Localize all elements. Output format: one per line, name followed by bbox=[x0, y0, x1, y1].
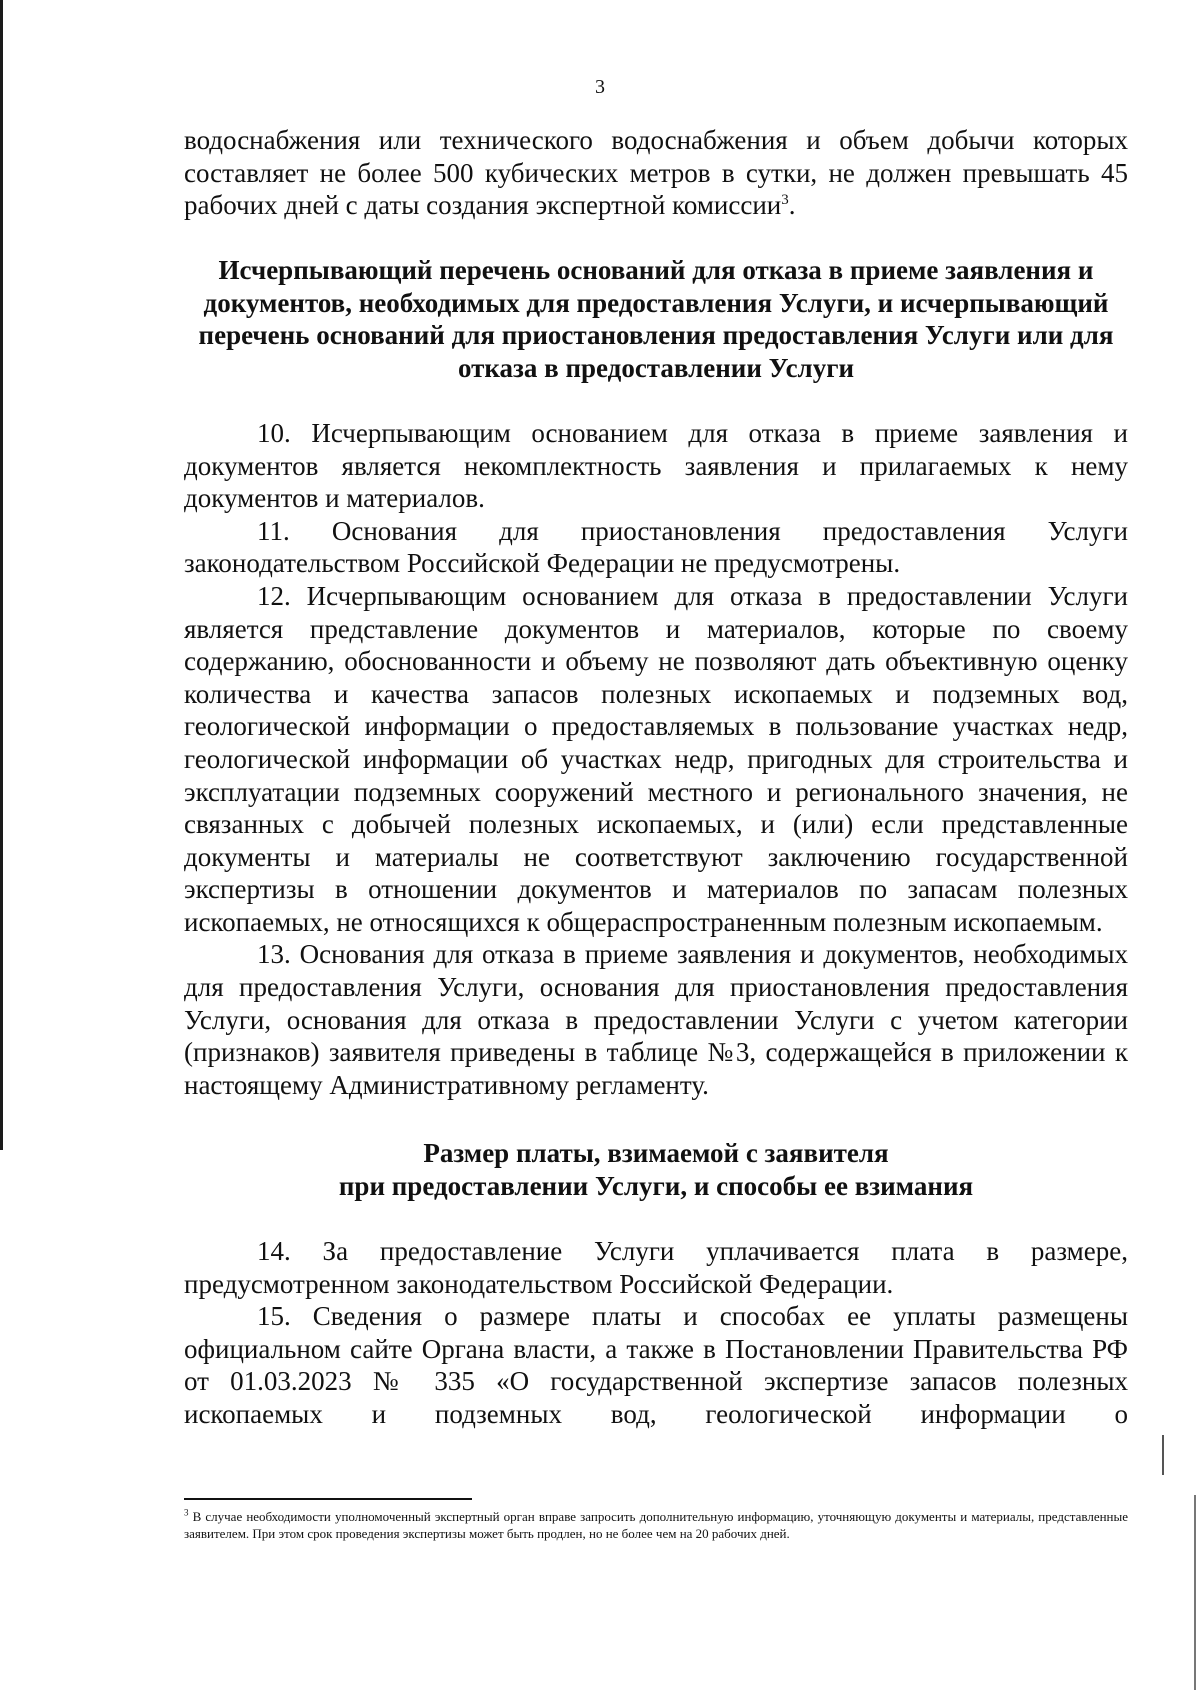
intro-text: водоснабжения или технического водоснабжения и объем добычи которых составляет не более 500 кубических метров в сутки, не должен превышать 45 рабочих дней с даты создания экспертной комиссии bbox=[184, 125, 1128, 221]
scan-right-edge bbox=[1194, 1495, 1196, 1690]
paragraph-12: 12. Исчерпывающим основанием для отказа в предоставлении Услуги является представление документов и материалов, которые по своему содержанию, обоснованности и объему не позволяют дать объективную оценку количества и качества запасов полезных ископаемых и подземных вод, геологической информации о предоставляемых в пользование участках недр, геологической информации об участках недр, пригодных для строительства и эксплуатации подземных сооружений местного и регионального значения, не связанных с добычей полезных ископаемых, и (или) если представленные документы и материалы не соответствуют заключению государственной экспертизы в отношении документов и материалов по запасам полезных ископаемых, не относящихся к общераспространенным полезным ископаемым. bbox=[184, 580, 1128, 937]
footnote-separator bbox=[184, 1498, 472, 1500]
page-number: 3 bbox=[595, 76, 605, 98]
footnote-text: В случае необходимости уполномоченный экспертный орган вправе запросить дополнительную информацию, уточняющую документы и материалы, представленные заявителем. При этом срок проведения экспертизы может быть продлен, но не более чем на 20 рабочих дней. bbox=[184, 1509, 1129, 1541]
paragraph-11: 11. Основания для приостановления предоставления Услуги законодательством Российской Федерации не предусмотрены. bbox=[184, 515, 1128, 579]
paragraph-13: 13. Основания для отказа в приеме заявления и документов, необходимых для предоставления Услуги, основания для приостановления предоставления Услуги, основания для отказа в предоставлении Услуги с учетом категории (признаков) заявителя приведены в таблице №3, содержащейся в приложении к настоящему Административному регламенту. bbox=[184, 939, 1128, 1100]
fee-heading-line-2: при предоставлении Услуги, и способы ее взимания bbox=[338, 1171, 974, 1202]
scan-right-mark bbox=[1162, 1435, 1164, 1475]
paragraph-14: 14. За предоставление Услуги уплачивается плата в размере, предусмотренном законодательством Российской Федерации. bbox=[184, 1236, 1128, 1299]
fee-heading-line-1: Размер платы, взимаемой с заявителя bbox=[423, 1138, 889, 1169]
paragraph-10: 10. Исчерпывающим основанием для отказа в приеме заявления и документов является некомплектность заявления и прилагаемых к нему документов и материалов. bbox=[184, 417, 1128, 514]
footnote bbox=[184, 1508, 1128, 1542]
paragraph-15: 15. Сведения о размере платы и способах ее уплаты размещены официальном сайте Органа власти, а также в Постановлении Правительства РФ от 01.03.2023 № 335 «О государственной экспертизе запасов полезных ископаемых и подземных вод, геологической информации о bbox=[184, 1301, 1128, 1429]
section-heading-fee bbox=[184, 1137, 1128, 1203]
section-heading-refusal-grounds: Исчерпывающий перечень оснований для отказа в приеме заявления и документов, необходимых для предоставления Услуги, и исчерпывающий перечень оснований для приостановления предоставления Услуги или для отказа в предоставлении Услуги bbox=[198, 254, 1114, 384]
footnote-reference[interactable]: 3 bbox=[781, 192, 789, 209]
intro-end: . bbox=[788, 190, 796, 221]
scan-left-edge bbox=[0, 0, 3, 1150]
document-body bbox=[184, 124, 1128, 1431]
intro-paragraph bbox=[184, 124, 1128, 222]
footnote-mark: 3 bbox=[184, 1507, 189, 1518]
